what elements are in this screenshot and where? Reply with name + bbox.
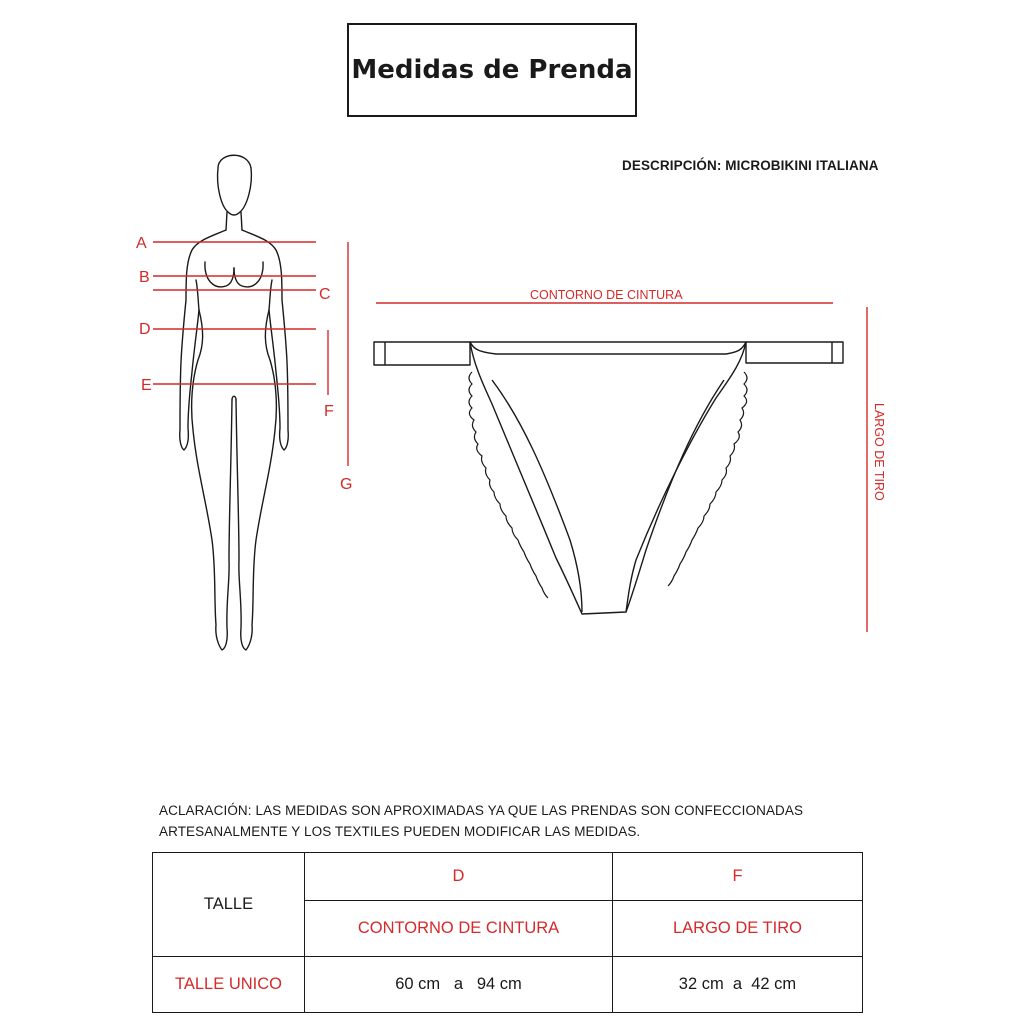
label-d: D: [139, 321, 151, 338]
size-table: [152, 852, 863, 1013]
body-figure: [180, 155, 289, 650]
body-measure-lines: [153, 242, 348, 466]
col-d-name: CONTORNO DE CINTURA: [305, 901, 613, 957]
lace-edge-left: [469, 372, 548, 598]
page-title: Medidas de Prenda: [351, 55, 633, 85]
bikini-bottom-drawing: [374, 342, 843, 614]
lace-edge-right: [668, 372, 747, 586]
label-e: E: [141, 377, 152, 394]
rise-label: LARGO DE TIRO: [872, 403, 886, 501]
col-d-letter: D: [305, 853, 613, 901]
waist-range-cell: 60 cm a 94 cm: [305, 957, 613, 1013]
rise-range-cell: 32 cm a 42 cm: [613, 957, 863, 1013]
col-f-letter: F: [613, 853, 863, 901]
table-row: [153, 957, 863, 1013]
table-row: [153, 853, 863, 901]
disclaimer-note: ACLARACIÓN: LAS MEDIDAS SON APROXIMADAS YA QUE LAS PRENDAS SON CONFECCIONADAS ARTESANALMENTE Y LOS TEXTILES PUEDEN MODIFICAR LAS MEDIDAS.: [159, 803, 804, 839]
size-header-cell: TALLE: [153, 853, 305, 957]
label-c: C: [319, 286, 331, 303]
garment-description: DESCRIPCIÓN: MICROBIKINI ITALIANA: [622, 158, 879, 173]
size-name-cell: TALLE UNICO: [153, 957, 305, 1013]
label-f: F: [324, 403, 334, 420]
label-a: A: [136, 235, 147, 252]
col-f-name: LARGO DE TIRO: [613, 901, 863, 957]
waist-label: CONTORNO DE CINTURA: [530, 288, 683, 302]
label-g: G: [340, 476, 353, 493]
label-b: B: [139, 269, 150, 286]
